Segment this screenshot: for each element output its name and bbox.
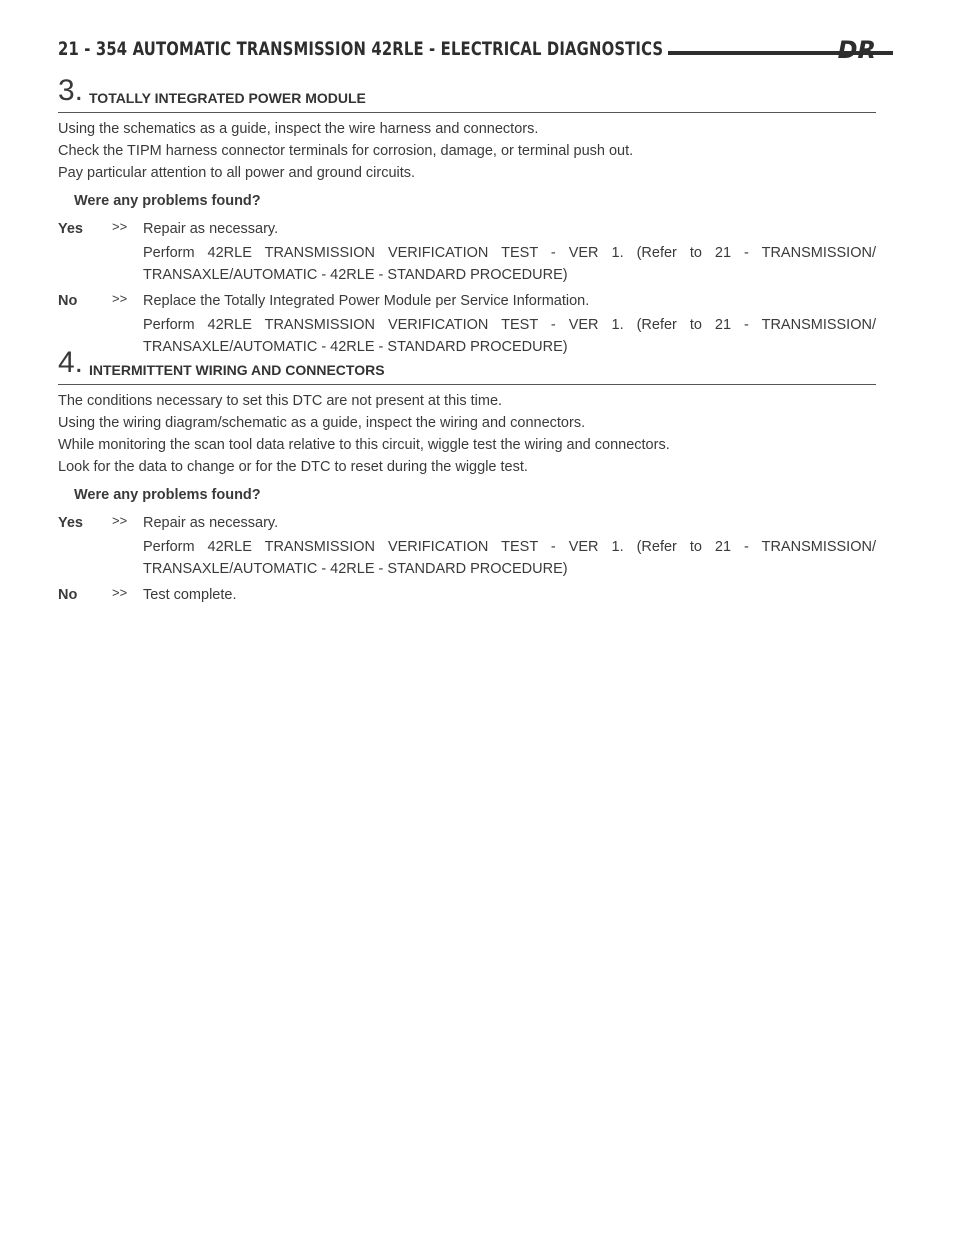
paragraph: The conditions necessary to set this DTC are not present at this time. <box>58 393 503 409</box>
response-text: Perform 42RLE TRANSMISSION VERIFICATION TEST - VER 1. (Refer to 21 - TRANSMISSION/ TRANSAXLE/AUTOMATIC - 42RLE - STANDARD PROCEDURE) <box>143 539 876 577</box>
paragraph: Check the TIPM harness connector terminals for corrosion, damage, or terminal push out. <box>58 143 634 159</box>
paragraph: Pay particular attention to all power and ground circuits. <box>58 165 416 181</box>
step-4 <box>58 346 876 606</box>
header-title: 21 - 354 AUTOMATIC TRANSMISSION 42RLE - ELECTRICAL DIAGNOSTICS <box>58 38 664 60</box>
paragraph: While monitoring the scan tool data relative to this circuit, wiggle test the wiring and connectors. <box>58 437 670 453</box>
response-text: Repair as necessary. <box>143 515 279 531</box>
response-key: Yes <box>58 515 83 531</box>
step-body <box>58 385 876 606</box>
step-title: TOTALLY INTEGRATED POWER MODULE <box>89 90 366 106</box>
response-arrow: >> <box>112 585 128 600</box>
response-key: Yes <box>58 221 83 237</box>
response-arrow: >> <box>112 219 128 234</box>
response-no <box>58 290 876 358</box>
paragraph: Using the wiring diagram/schematic as a guide, inspect the wiring and connectors. <box>58 415 586 431</box>
response-text: Perform 42RLE TRANSMISSION VERIFICATION TEST - VER 1. (Refer to 21 - TRANSMISSION/ TRANSAXLE/AUTOMATIC - 42RLE - STANDARD PROCEDURE) <box>143 317 876 355</box>
response-text: Perform 42RLE TRANSMISSION VERIFICATION TEST - VER 1. (Refer to 21 - TRANSMISSION/ TRANSAXLE/AUTOMATIC - 42RLE - STANDARD PROCEDURE) <box>143 245 876 283</box>
response-arrow: >> <box>112 513 128 528</box>
response-key: No <box>58 587 78 603</box>
step-number: 4. <box>58 346 84 379</box>
response-text: Test complete. <box>143 587 237 603</box>
step-number: 3. <box>58 74 84 107</box>
response-yes <box>58 512 876 580</box>
question: Were any problems found? <box>74 193 261 209</box>
response-no <box>58 584 876 606</box>
paragraph: Look for the data to change or for the DTC to reset during the wiggle test. <box>58 459 528 475</box>
step-body <box>58 113 876 358</box>
response-arrow: >> <box>112 291 128 306</box>
response-text: Replace the Totally Integrated Power Module per Service Information. <box>143 293 590 309</box>
response-yes <box>58 218 876 286</box>
header-section-code: DR <box>837 36 876 64</box>
response-text: Repair as necessary. <box>143 221 279 237</box>
step-3 <box>58 74 876 358</box>
page-header <box>58 38 878 66</box>
response-key: No <box>58 293 78 309</box>
step-title: INTERMITTENT WIRING AND CONNECTORS <box>89 362 385 378</box>
question: Were any problems found? <box>74 487 261 503</box>
step-heading <box>58 346 876 385</box>
paragraph: Using the schematics as a guide, inspect the wire harness and connectors. <box>58 121 539 137</box>
step-heading <box>58 74 876 113</box>
